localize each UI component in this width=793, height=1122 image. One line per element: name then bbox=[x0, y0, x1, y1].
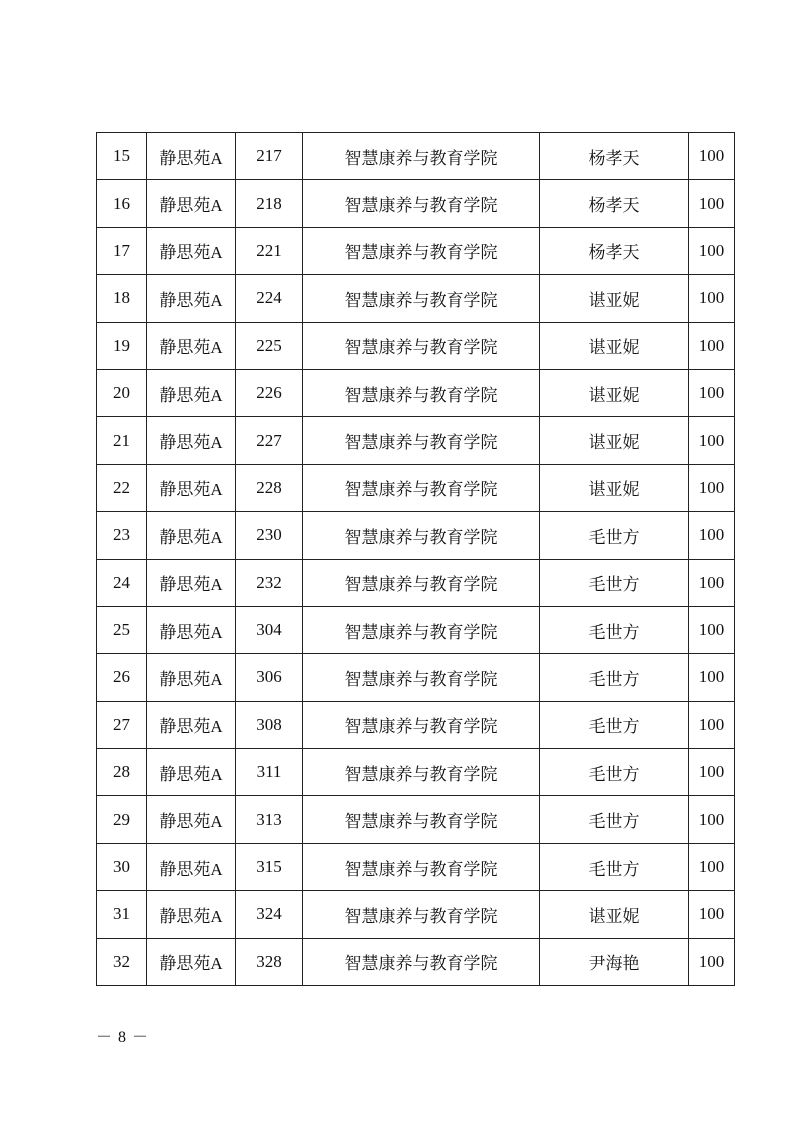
college-cell: 智慧康养与教育学院 bbox=[303, 843, 540, 890]
building-cell: 静思苑A bbox=[147, 322, 236, 369]
person-in-charge-cell: 毛世方 bbox=[540, 701, 689, 748]
table-body bbox=[97, 133, 735, 986]
person-in-charge-cell: 毛世方 bbox=[540, 559, 689, 606]
row-number-cell: 28 bbox=[97, 749, 147, 796]
row-number-cell: 22 bbox=[97, 464, 147, 511]
score-cell: 100 bbox=[689, 559, 735, 606]
college-cell: 智慧康养与教育学院 bbox=[303, 654, 540, 701]
college-cell: 智慧康养与教育学院 bbox=[303, 559, 540, 606]
score-cell: 100 bbox=[689, 227, 735, 274]
college-cell: 智慧康养与教育学院 bbox=[303, 133, 540, 180]
person-in-charge-cell: 毛世方 bbox=[540, 512, 689, 559]
person-in-charge-cell: 杨孝天 bbox=[540, 180, 689, 227]
college-cell: 智慧康养与教育学院 bbox=[303, 464, 540, 511]
building-cell: 静思苑A bbox=[147, 369, 236, 416]
row-number-cell: 31 bbox=[97, 891, 147, 938]
building-cell: 静思苑A bbox=[147, 606, 236, 653]
college-cell: 智慧康养与教育学院 bbox=[303, 606, 540, 653]
college-cell: 智慧康养与教育学院 bbox=[303, 180, 540, 227]
table-row bbox=[97, 369, 735, 416]
college-cell: 智慧康养与教育学院 bbox=[303, 275, 540, 322]
row-number-cell: 17 bbox=[97, 227, 147, 274]
room-number-cell: 311 bbox=[236, 749, 303, 796]
table-row bbox=[97, 512, 735, 559]
college-cell: 智慧康养与教育学院 bbox=[303, 512, 540, 559]
row-number-cell: 29 bbox=[97, 796, 147, 843]
score-cell: 100 bbox=[689, 275, 735, 322]
row-number-cell: 19 bbox=[97, 322, 147, 369]
table-row bbox=[97, 701, 735, 748]
table-row bbox=[97, 464, 735, 511]
building-cell: 静思苑A bbox=[147, 133, 236, 180]
score-cell: 100 bbox=[689, 606, 735, 653]
room-number-cell: 306 bbox=[236, 654, 303, 701]
college-cell: 智慧康养与教育学院 bbox=[303, 701, 540, 748]
table-row bbox=[97, 749, 735, 796]
person-in-charge-cell: 杨孝天 bbox=[540, 227, 689, 274]
building-cell: 静思苑A bbox=[147, 796, 236, 843]
row-number-cell: 16 bbox=[97, 180, 147, 227]
page-number: － 8 － bbox=[96, 1029, 150, 1046]
dormitory-score-table bbox=[96, 132, 735, 986]
table-row bbox=[97, 275, 735, 322]
score-cell: 100 bbox=[689, 464, 735, 511]
row-number-cell: 32 bbox=[97, 938, 147, 985]
score-cell: 100 bbox=[689, 512, 735, 559]
person-in-charge-cell: 毛世方 bbox=[540, 843, 689, 890]
room-number-cell: 226 bbox=[236, 369, 303, 416]
score-cell: 100 bbox=[689, 417, 735, 464]
table-row bbox=[97, 180, 735, 227]
person-in-charge-cell: 谌亚妮 bbox=[540, 464, 689, 511]
table-row bbox=[97, 322, 735, 369]
college-cell: 智慧康养与教育学院 bbox=[303, 369, 540, 416]
table-row bbox=[97, 796, 735, 843]
person-in-charge-cell: 杨孝天 bbox=[540, 133, 689, 180]
room-number-cell: 224 bbox=[236, 275, 303, 322]
row-number-cell: 25 bbox=[97, 606, 147, 653]
room-number-cell: 225 bbox=[236, 322, 303, 369]
building-cell: 静思苑A bbox=[147, 938, 236, 985]
building-cell: 静思苑A bbox=[147, 559, 236, 606]
person-in-charge-cell: 尹海艳 bbox=[540, 938, 689, 985]
room-number-cell: 221 bbox=[236, 227, 303, 274]
building-cell: 静思苑A bbox=[147, 464, 236, 511]
college-cell: 智慧康养与教育学院 bbox=[303, 796, 540, 843]
building-cell: 静思苑A bbox=[147, 417, 236, 464]
table-row bbox=[97, 227, 735, 274]
building-cell: 静思苑A bbox=[147, 654, 236, 701]
row-number-cell: 18 bbox=[97, 275, 147, 322]
person-in-charge-cell: 毛世方 bbox=[540, 796, 689, 843]
room-number-cell: 227 bbox=[236, 417, 303, 464]
college-cell: 智慧康养与教育学院 bbox=[303, 417, 540, 464]
room-number-cell: 313 bbox=[236, 796, 303, 843]
college-cell: 智慧康养与教育学院 bbox=[303, 227, 540, 274]
room-number-cell: 328 bbox=[236, 938, 303, 985]
building-cell: 静思苑A bbox=[147, 701, 236, 748]
building-cell: 静思苑A bbox=[147, 512, 236, 559]
table-row bbox=[97, 938, 735, 985]
row-number-cell: 23 bbox=[97, 512, 147, 559]
row-number-cell: 27 bbox=[97, 701, 147, 748]
table-row bbox=[97, 417, 735, 464]
college-cell: 智慧康养与教育学院 bbox=[303, 891, 540, 938]
row-number-cell: 21 bbox=[97, 417, 147, 464]
building-cell: 静思苑A bbox=[147, 180, 236, 227]
person-in-charge-cell: 谌亚妮 bbox=[540, 275, 689, 322]
table-row bbox=[97, 843, 735, 890]
room-number-cell: 315 bbox=[236, 843, 303, 890]
room-number-cell: 304 bbox=[236, 606, 303, 653]
score-cell: 100 bbox=[689, 180, 735, 227]
room-number-cell: 308 bbox=[236, 701, 303, 748]
score-cell: 100 bbox=[689, 891, 735, 938]
room-number-cell: 228 bbox=[236, 464, 303, 511]
building-cell: 静思苑A bbox=[147, 891, 236, 938]
row-number-cell: 20 bbox=[97, 369, 147, 416]
score-cell: 100 bbox=[689, 322, 735, 369]
table-row bbox=[97, 606, 735, 653]
score-cell: 100 bbox=[689, 796, 735, 843]
row-number-cell: 30 bbox=[97, 843, 147, 890]
room-number-cell: 218 bbox=[236, 180, 303, 227]
person-in-charge-cell: 谌亚妮 bbox=[540, 417, 689, 464]
row-number-cell: 15 bbox=[97, 133, 147, 180]
building-cell: 静思苑A bbox=[147, 843, 236, 890]
building-cell: 静思苑A bbox=[147, 227, 236, 274]
college-cell: 智慧康养与教育学院 bbox=[303, 938, 540, 985]
row-number-cell: 26 bbox=[97, 654, 147, 701]
score-cell: 100 bbox=[689, 369, 735, 416]
person-in-charge-cell: 毛世方 bbox=[540, 606, 689, 653]
score-cell: 100 bbox=[689, 938, 735, 985]
person-in-charge-cell: 谌亚妮 bbox=[540, 322, 689, 369]
person-in-charge-cell: 谌亚妮 bbox=[540, 891, 689, 938]
room-number-cell: 324 bbox=[236, 891, 303, 938]
score-cell: 100 bbox=[689, 843, 735, 890]
table-row bbox=[97, 891, 735, 938]
room-number-cell: 232 bbox=[236, 559, 303, 606]
person-in-charge-cell: 谌亚妮 bbox=[540, 369, 689, 416]
college-cell: 智慧康养与教育学院 bbox=[303, 749, 540, 796]
building-cell: 静思苑A bbox=[147, 749, 236, 796]
score-cell: 100 bbox=[689, 654, 735, 701]
person-in-charge-cell: 毛世方 bbox=[540, 654, 689, 701]
score-cell: 100 bbox=[689, 701, 735, 748]
table-row bbox=[97, 133, 735, 180]
row-number-cell: 24 bbox=[97, 559, 147, 606]
room-number-cell: 230 bbox=[236, 512, 303, 559]
college-cell: 智慧康养与教育学院 bbox=[303, 322, 540, 369]
score-cell: 100 bbox=[689, 749, 735, 796]
score-cell: 100 bbox=[689, 133, 735, 180]
room-number-cell: 217 bbox=[236, 133, 303, 180]
person-in-charge-cell: 毛世方 bbox=[540, 749, 689, 796]
table-row bbox=[97, 654, 735, 701]
table-row bbox=[97, 559, 735, 606]
building-cell: 静思苑A bbox=[147, 275, 236, 322]
